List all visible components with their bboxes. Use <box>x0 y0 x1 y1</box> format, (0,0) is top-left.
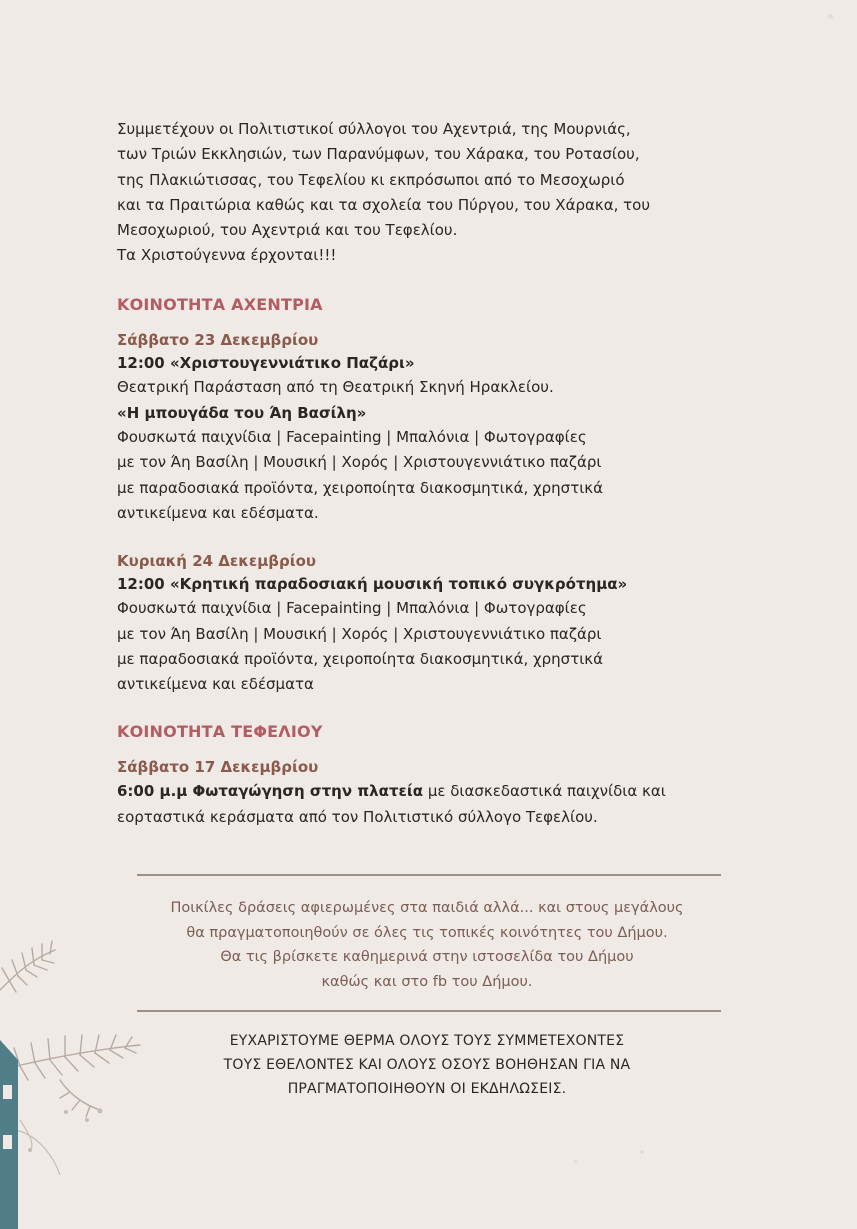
event-description: Θεατρική Παράσταση από τη Θεατρική Σκηνή Ηρακλείου. <box>117 377 554 396</box>
paper-speck <box>574 1160 577 1163</box>
section-heading-tefeli: ΚΟΙΝΟΤΗΤΑ ΤΕΦΕΛΙΟΥ <box>117 722 323 742</box>
intro-paragraph <box>117 117 737 269</box>
note-line: Ποικίλες δράσεις αφιερωμένες στα παιδιά αλλά... και στους μεγάλους <box>170 900 684 916</box>
event-sunday-24 <box>117 550 737 697</box>
event-activity-line: αντικείμενα και εδέσματα <box>117 675 314 694</box>
house-icon <box>0 1040 18 1229</box>
paper-speck <box>828 14 833 19</box>
thanks-line: ΠΡΑΓΜΑΤΟΠΟΙΗΘΟΥΝ ΟΙ ΕΚΔΗΛΩΣΕΙΣ. <box>287 1081 567 1097</box>
paper-speck <box>640 1150 644 1154</box>
event-activity-line: Φουσκωτά παιχνίδια | Facepainting | Μπαλόνια | Φωτογραφίες <box>117 428 587 447</box>
event-title: 12:00 «Κρητική παραδοσιακή μουσική τοπικό συγκρότημα» <box>117 575 628 594</box>
event-text-rest: με διασκεδαστικά παιχνίδια και <box>423 782 666 801</box>
event-activity-line: με παραδοσιακά προϊόντα, χειροποίητα διακοσμητικά, χρηστικά <box>117 649 604 668</box>
divider-bottom <box>137 1010 721 1012</box>
program-content <box>117 117 737 830</box>
intro-line: Μεσοχωριού, του Αχεντριά και του Τεφελίου. <box>117 221 458 240</box>
intro-line: Συμμετέχουν οι Πολιτιστικοί σύλλογοι του Αχεντριά, της Μουρνιάς, <box>117 120 631 138</box>
berry-sprig-icon <box>28 1109 103 1153</box>
berry-sprig-stems <box>15 1120 60 1175</box>
note-line: Θα τις βρίσκετε καθημερινά στην ιστοσελίδα του Δήμου <box>220 949 634 965</box>
event-date: Σάββατο 23 Δεκεμβρίου <box>117 330 319 349</box>
event-subtitle: «Η μπουγάδα του Άη Βασίλη» <box>117 404 367 423</box>
event-activity-line: αντικείμενα και εδέσματα. <box>117 503 319 522</box>
event-title: 12:00 «Χριστουγεννιάτικο Παζάρι» <box>117 353 415 372</box>
event-activity-line: με τον Άη Βασίλη | Μουσική | Χορός | Χριστουγεννιάτικο παζάρι <box>117 453 602 472</box>
event-date: Σάββατο 17 Δεκεμβρίου <box>117 758 319 777</box>
event-activity-line: Φουσκωτά παιχνίδια | Facepainting | Μπαλόνια | Φωτογραφίες <box>117 599 587 618</box>
note-line: θα πραγματοποιηθούν σε όλες τις τοπικές κοινότητες του Δήμου. <box>186 924 668 941</box>
pine-branch-icon <box>0 920 160 1229</box>
intro-line: Τα Χριστούγεννα έρχονται!!! <box>117 246 337 265</box>
note-block <box>117 896 737 994</box>
event-saturday-17 <box>117 756 737 830</box>
thanks-line: ΕΥΧΑΡΙΣΤΟΥΜΕ ΘΕΡΜΑ ΟΛΟΥΣ ΤΟΥΣ ΣΥΜΜΕΤΕΧΟΝΤΕΣ <box>229 1033 625 1049</box>
event-text <box>117 779 737 804</box>
event-date: Κυριακή 24 Δεκεμβρίου <box>117 552 317 571</box>
thanks-line: ΤΟΥΣ ΕΘΕΛΟΝΤΕΣ ΚΑΙ ΟΛΟΥΣ ΟΣΟΥΣ ΒΟΗΘΗΣΑΝ ΓΙΑ ΝΑ <box>223 1057 631 1073</box>
event-activity-line: με τον Άη Βασίλη | Μουσική | Χορός | Χριστουγεννιάτικο παζάρι <box>117 624 602 643</box>
intro-line: της Πλακιώτισσας, του Τεφελίου κι εκπρόσωποι από το Μεσοχωριό <box>117 170 625 189</box>
thanks-block <box>117 1029 737 1101</box>
section-heading-achentria: ΚΟΙΝΟΤΗΤΑ ΑΧΕΝΤΡΙΑ <box>117 294 323 314</box>
event-title: 6:00 μ.μ Φωταγώγηση στην πλατεία <box>117 782 424 801</box>
note-line: καθώς και στο fb του Δήμου. <box>321 973 533 990</box>
intro-line: των Τριών Εκκλησιών, των Παρανύμφων, του Χάρακα, του Ροτασίου, <box>117 145 640 164</box>
event-activity-line: με παραδοσιακά προϊόντα, χειροποίητα διακοσμητικά, χρηστικά <box>117 478 604 497</box>
divider-top <box>137 874 721 876</box>
event-text-line2: εορταστικά κεράσματα από τον Πολιτιστικό σύλλογο Τεφελίου. <box>117 807 598 826</box>
event-saturday-23 <box>117 329 737 526</box>
intro-line: και τα Πραιτώρια καθώς και τα σχολεία του Πύργου, του Χάρακα, του <box>117 195 651 214</box>
